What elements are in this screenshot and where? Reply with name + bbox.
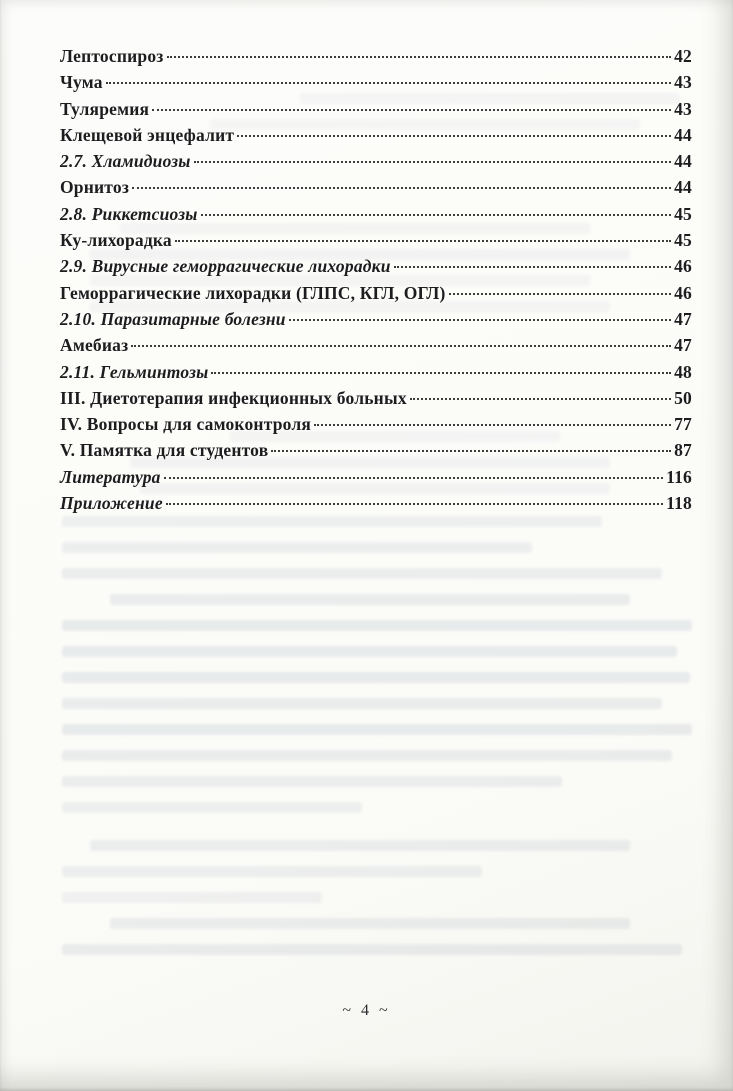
toc-entry-page: 47 bbox=[674, 335, 692, 356]
toc-entry bbox=[60, 99, 692, 125]
dotted-leader bbox=[289, 319, 671, 321]
toc-entry-title: Орнитоз bbox=[60, 177, 130, 198]
toc-entry-title: Клещевой энцефалит bbox=[60, 124, 235, 145]
bleed-through-line bbox=[62, 944, 682, 955]
toc-entry-page: 42 bbox=[674, 46, 692, 66]
toc-entry-page: 44 bbox=[674, 177, 692, 198]
toc-entry-title: IV. Вопросы для самоконтроля bbox=[60, 414, 312, 435]
dotted-leader bbox=[394, 266, 671, 268]
bleed-through-line bbox=[110, 918, 630, 929]
toc-entry bbox=[60, 46, 692, 72]
dotted-leader bbox=[271, 450, 671, 452]
dotted-leader bbox=[201, 214, 671, 216]
bleed-through-line bbox=[62, 724, 692, 735]
bleed-through-line bbox=[62, 892, 322, 903]
toc-entry bbox=[60, 467, 692, 493]
dotted-leader bbox=[194, 161, 671, 163]
bleed-through-line bbox=[62, 542, 532, 553]
toc-entry-title: Приложение bbox=[60, 493, 163, 514]
toc-entry bbox=[60, 283, 692, 309]
bleed-through-line bbox=[62, 776, 562, 787]
toc-entry bbox=[60, 440, 692, 466]
toc-entry bbox=[60, 230, 692, 256]
toc-entry bbox=[60, 125, 692, 151]
dotted-leader bbox=[132, 187, 671, 189]
toc-entry bbox=[60, 388, 692, 414]
bleed-through-line bbox=[110, 594, 630, 605]
bleed-through-line bbox=[62, 698, 662, 709]
toc-entry bbox=[60, 256, 692, 282]
toc-entry-page: 47 bbox=[674, 308, 692, 329]
toc-entry-page: 46 bbox=[674, 282, 692, 303]
bleed-through-line bbox=[62, 620, 692, 631]
toc-entry-title: Амебиаз bbox=[60, 335, 129, 356]
dotted-leader bbox=[211, 372, 671, 374]
dotted-leader bbox=[167, 56, 672, 58]
toc-entry-title: V. Памятка для студентов bbox=[60, 440, 269, 461]
toc-entry-title: Ку-лихорадка bbox=[60, 230, 172, 251]
dotted-leader bbox=[449, 293, 672, 295]
toc-entry-page: 50 bbox=[674, 387, 692, 408]
toc-entry bbox=[60, 204, 692, 230]
dotted-leader bbox=[106, 82, 671, 84]
toc-entry-page: 118 bbox=[666, 493, 692, 514]
dotted-leader bbox=[175, 240, 671, 242]
toc-entry-page: 44 bbox=[674, 124, 692, 145]
toc-entry-title: III. Диетотерапия инфекционных больных bbox=[60, 387, 407, 408]
dotted-leader bbox=[131, 345, 671, 347]
toc-entry bbox=[60, 414, 692, 440]
toc-entry-title: Литература bbox=[60, 466, 161, 487]
toc-entry bbox=[60, 362, 692, 388]
dotted-leader bbox=[152, 109, 671, 111]
toc-entry-page: 46 bbox=[674, 256, 692, 277]
dotted-leader bbox=[410, 398, 671, 400]
toc-entry-page: 43 bbox=[674, 72, 692, 93]
toc-entry-page: 44 bbox=[674, 151, 692, 172]
toc-entry-title: Туляремия bbox=[60, 98, 150, 119]
bleed-through-line bbox=[62, 802, 362, 813]
toc-entry-page: 116 bbox=[666, 466, 692, 487]
toc-entry-page: 45 bbox=[674, 203, 692, 224]
page-number: ~ 4 ~ bbox=[342, 1002, 391, 1019]
toc-entry-title: 2.9. Вирусные геморрагические лихорадки bbox=[60, 256, 391, 277]
toc-entry-title: 2.11. Гельминтозы bbox=[60, 361, 209, 382]
toc-entry bbox=[60, 309, 692, 335]
dotted-leader bbox=[314, 424, 671, 426]
toc-entry-title: Лептоспироз bbox=[60, 46, 164, 66]
bleed-through-line bbox=[62, 646, 677, 657]
toc-entry-page: 48 bbox=[674, 361, 692, 382]
bleed-through-line bbox=[62, 866, 482, 877]
toc-entry-page: 43 bbox=[674, 98, 692, 119]
toc-entry bbox=[60, 151, 692, 177]
toc-entry-title: Чума bbox=[60, 72, 103, 93]
dotted-leader bbox=[166, 503, 663, 505]
toc-entry-title: 2.7. Хламидиозы bbox=[60, 151, 191, 172]
toc-entry bbox=[60, 493, 692, 519]
bleed-through-line bbox=[62, 672, 690, 683]
toc-entry-title: 2.10. Паразитарные болезни bbox=[60, 308, 286, 329]
table-of-contents bbox=[60, 46, 692, 519]
toc-entry bbox=[60, 177, 692, 203]
bleed-through-line bbox=[62, 568, 662, 579]
toc-entry-title: 2.8. Риккетсиозы bbox=[60, 203, 198, 224]
toc-entry-page: 77 bbox=[674, 414, 692, 435]
toc-entry bbox=[60, 72, 692, 98]
dotted-leader bbox=[237, 135, 671, 137]
bleed-through-line bbox=[62, 750, 672, 761]
toc-entry-page: 87 bbox=[674, 440, 692, 461]
bleed-through-line bbox=[90, 840, 630, 851]
toc-entry bbox=[60, 335, 692, 361]
toc-entry-title: Геморрагические лихорадки (ГЛПС, КГЛ, ОГЛ) bbox=[60, 282, 446, 303]
toc-entry-page: 45 bbox=[674, 230, 692, 251]
dotted-leader bbox=[164, 477, 664, 479]
